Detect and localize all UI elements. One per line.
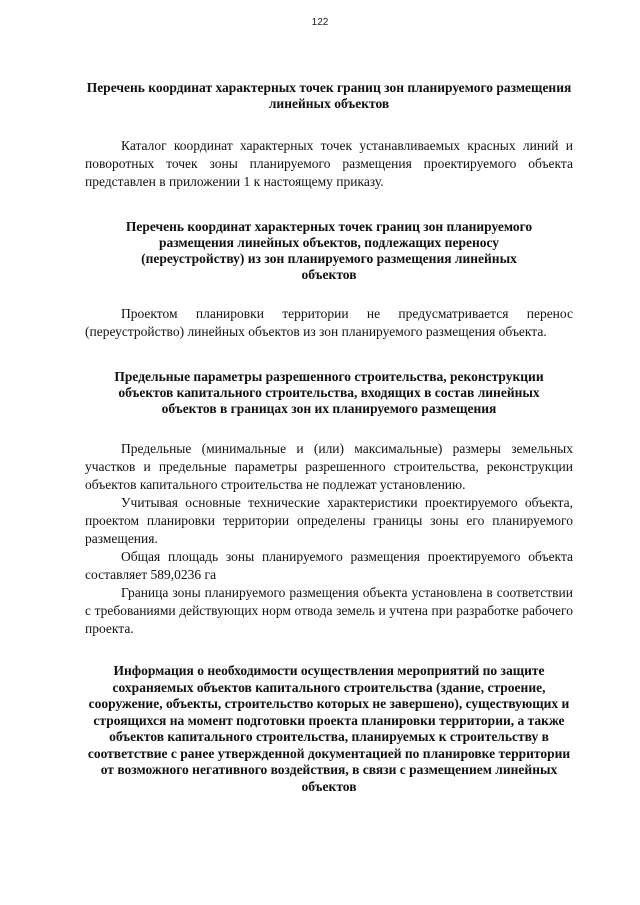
page-number: 122 xyxy=(311,17,329,28)
paragraph-total-area: Общая площадь зоны планируемого размещения проектируемого объекта составляет 589,0236 га xyxy=(85,549,573,582)
section-heading-coordinates: Перечень координат характерных точек границ зон планируемого размещения линейных объектов xyxy=(86,80,572,111)
section-heading-relocation: Перечень координат характерных точек границ зон планируемого размещения линейных объектов, подлежащих переносу (переустройству) из зон планируемого размещения линейных объектов xyxy=(125,219,533,282)
section-heading-construction-params: Предельные параметры разрешенного строительства, реконструкции объектов капитального строительства, входящих в состав линейных объектов в границах зон их планируемого размещения xyxy=(114,369,544,416)
paragraph-land-plot-sizes: Предельные (минимальные и (или) максимальные) размеры земельных участков и предельные параметры разрешенного строительства, реконструкции объектов капитального строительства не подлежат установлению. xyxy=(85,441,573,492)
paragraph-zone-boundaries: Учитывая основные технические характеристики проектируемого объекта, проектом планировки территории определены границы зоны его планируемого размещения. xyxy=(85,495,573,546)
section-heading-protection-measures: Информация о необходимости осуществления мероприятий по защите сохраняемых объектов капитального строительства (здание, строение, сооружение, объекты, строительство которых не завершено), существующих и строящихся на момент подготовки проекта планировки территории, а также объектов капитального строительства, планируемых к строительству в соответствие с ранее утвержденной документацией по планировке территории от возможного негативного воздействия, в связи с размещением линейных объектов xyxy=(87,663,571,794)
paragraph-coordinates-catalog: Каталог координат характерных точек устанавливаемых красных линий и поворотных точек зоны планируемого размещения проектируемого объекта представлен в приложении 1 к настоящему приказу. xyxy=(85,138,573,189)
paragraph-zone-border: Граница зоны планируемого размещения объекта установлена в соответствии с требованиями действующих норм отвода земель и учтена при разработке рабочего проекта. xyxy=(85,585,573,636)
paragraph-relocation: Проектом планировки территории не предусматривается перенос (переустройство) линейных объектов из зон планируемого размещения объекта. xyxy=(85,306,573,339)
document-body xyxy=(85,80,573,795)
